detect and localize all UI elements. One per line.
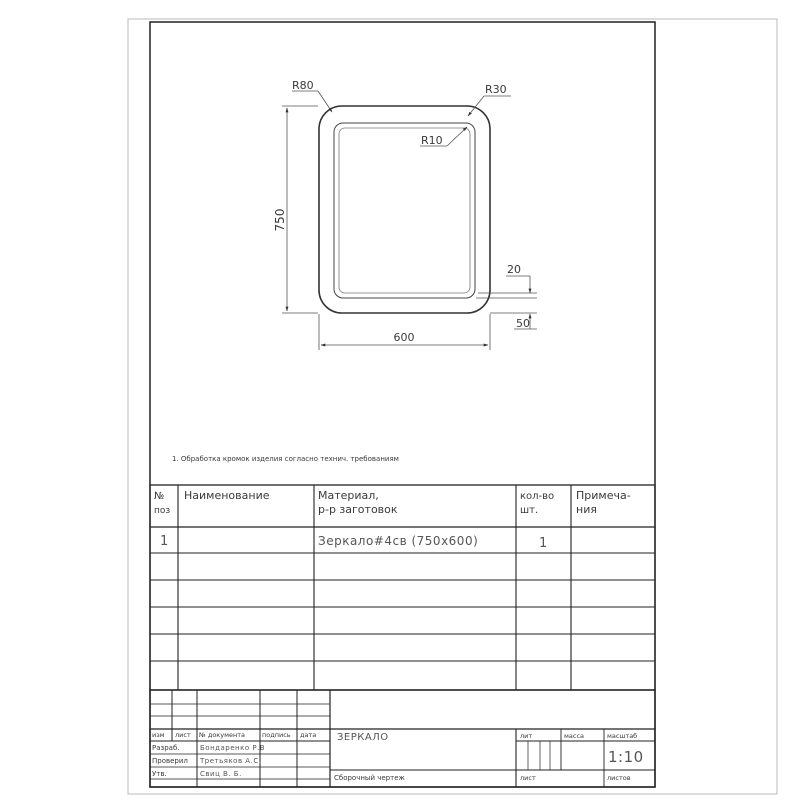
- row-1-pos: 1: [160, 534, 169, 549]
- tb-label-data: дата: [300, 731, 317, 739]
- hdr-name: Наименование: [184, 489, 270, 502]
- r30-label: R30: [485, 83, 507, 96]
- tb-razrab-name: Бондаренко Р.В: [200, 744, 266, 752]
- d50-label: 50: [516, 317, 530, 330]
- hdr-qty-1: кол-во: [520, 491, 555, 502]
- tb-label-list-footer: лист: [520, 774, 536, 782]
- tb-scale: 1:10: [608, 748, 644, 766]
- tb-proveril-name: Третьяков А.С.: [200, 757, 262, 765]
- r80-leader: [318, 91, 332, 112]
- tb-label-podpis: подпись: [262, 731, 291, 739]
- tb-label-lit: лит: [520, 732, 533, 740]
- tb-label-proveril: Проверил: [152, 757, 188, 765]
- tb-label-izm: изм: [152, 731, 165, 739]
- hdr-note-1: Примеча-: [576, 489, 631, 502]
- mirror-glass: [339, 128, 470, 293]
- tb-label-utv: Утв.: [152, 770, 167, 778]
- title-block: [150, 690, 655, 787]
- tb-label-list: лист: [175, 731, 191, 739]
- mirror-drawing: [273, 79, 537, 350]
- tb-doc-type: Сборочный чертеж: [334, 774, 405, 782]
- mirror-outer-contour: [319, 106, 490, 313]
- tb-product-name: ЗЕРКАЛО: [337, 732, 389, 743]
- tb-label-listov: листов: [607, 774, 631, 782]
- tb-label-massa: масса: [564, 732, 585, 740]
- technical-note: 1. Обработка кромок изделия согласно технич. требованиям: [172, 455, 399, 463]
- spec-table: [150, 485, 655, 690]
- tb-label-masshtab: масштаб: [607, 732, 638, 740]
- r80-label: R80: [292, 79, 314, 92]
- hdr-pos-1: №: [154, 491, 165, 502]
- drawing-frame: [150, 22, 655, 787]
- hdr-material-2: р-р заготовок: [318, 503, 398, 516]
- width-label: 600: [393, 331, 415, 344]
- tb-label-razrab: Разраб.: [152, 744, 180, 752]
- tb-utv-name: Свиц В. Б.: [200, 770, 242, 778]
- row-1-qty: 1: [539, 536, 548, 551]
- d20-label: 20: [507, 263, 521, 276]
- r10-leader: [447, 127, 467, 146]
- tb-label-doc-no: № документа: [199, 731, 245, 739]
- hdr-note-2: ния: [576, 503, 597, 516]
- row-1-material: Зеркало#4св (750х600): [318, 534, 479, 548]
- mirror-inner-frame: [334, 123, 475, 298]
- sheet-edge: [128, 19, 777, 794]
- hdr-pos-2: поз: [154, 506, 171, 516]
- height-label: 750: [273, 208, 287, 232]
- hdr-material-1: Материал,: [318, 489, 379, 502]
- hdr-qty-2: шт.: [520, 505, 539, 516]
- r10-label: R10: [421, 134, 443, 147]
